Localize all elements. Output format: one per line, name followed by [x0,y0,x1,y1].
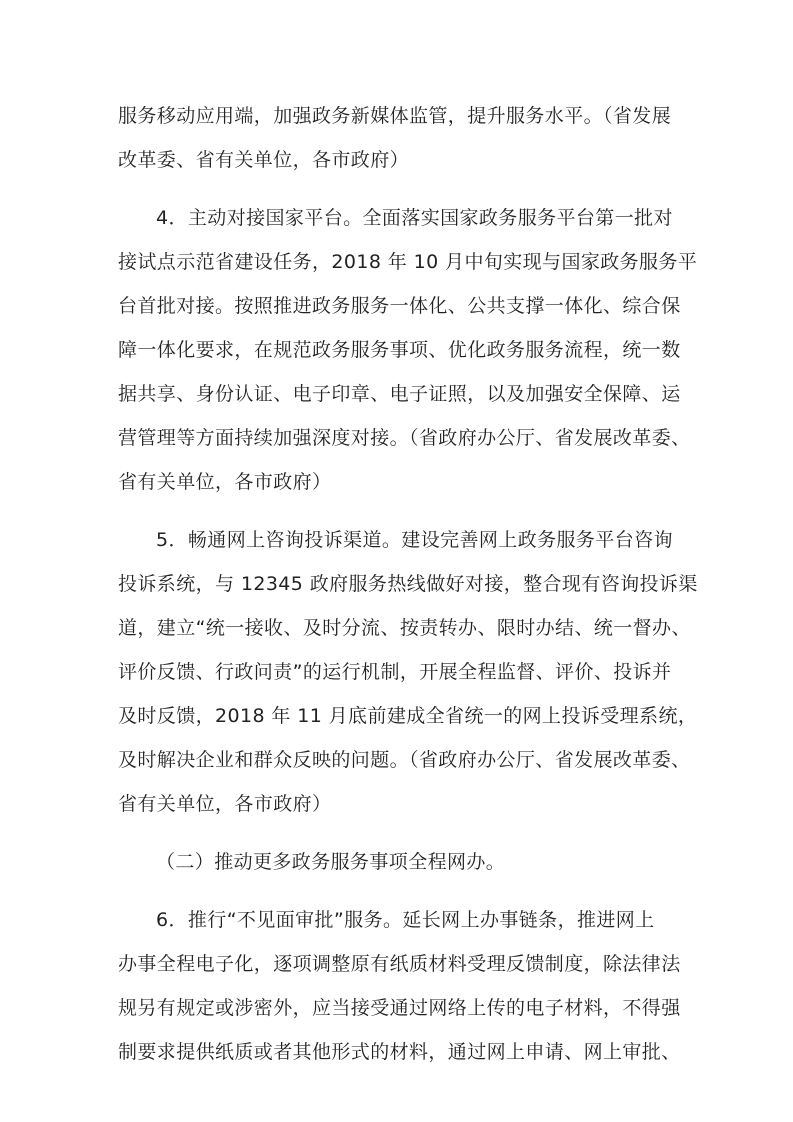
text-line: 省有关单位，各市政府） [118,793,332,815]
text-line: 投诉系统，与 12345 政府服务热线做好对接，整合现有咨询投诉渠 [118,573,698,595]
section-heading: （二）推动更多政务服务事项全程网办。 [156,851,506,873]
text-line: 据共享、身份认证、电子印章、电子证照，以及加强安全保障、运 [118,383,681,405]
text-line: 改革委、省有关单位，各市政府） [118,149,410,171]
text-line: 规另有规定或涉密外，应当接受通过网络上传的电子材料，不得强 [118,997,681,1019]
text-line: 接试点示范省建设任务，2018 年 10 月中旬实现与国家政务服务平 [118,251,698,273]
text-line: 及时反馈，2018 年 11 月底前建成全省统一的网上投诉受理系统， [118,705,698,727]
text-line: 及时解决企业和群众反映的问题。（省政府办公厅、省发展改革委、 [118,749,691,771]
text-line: 台首批对接。按照推进政务服务一体化、公共支撑一体化、综合保 [118,295,681,317]
text-line: 制要求提供纸质或者其他形式的材料，通过网上申请、网上审批、 [118,1041,681,1063]
paragraph-heading-5: 5．畅通网上咨询投诉渠道。建设完善网上政务服务平台咨询 [156,529,673,551]
text-line: 道，建立“统一接收、及时分流、按责转办、限时办结、统一督办、 [118,617,691,639]
text-line: 营管理等方面持续加强深度对接。（省政府办公厅、省发展改革委、 [118,427,691,449]
text-line: 办事全程电子化，逐项调整原有纸质材料受理反馈制度，除法律法 [118,953,681,975]
text-line: 评价反馈、行政问责”的运行机制，开展全程监督、评价、投诉并 [118,661,672,683]
text-line: 服务移动应用端，加强政务新媒体监管，提升服务水平。（省发展 [118,105,672,127]
paragraph-heading-4: 4．主动对接国家平台。全面落实国家政务服务平台第一批对 [156,207,673,229]
text-line: 障一体化要求，在规范政务服务事项、优化政务服务流程，统一数 [118,339,681,361]
text-line: 省有关单位，各市政府） [118,471,332,493]
paragraph-heading-6: 6．推行“不见面审批”服务。延长网上办事链条，推进网上 [156,909,655,931]
